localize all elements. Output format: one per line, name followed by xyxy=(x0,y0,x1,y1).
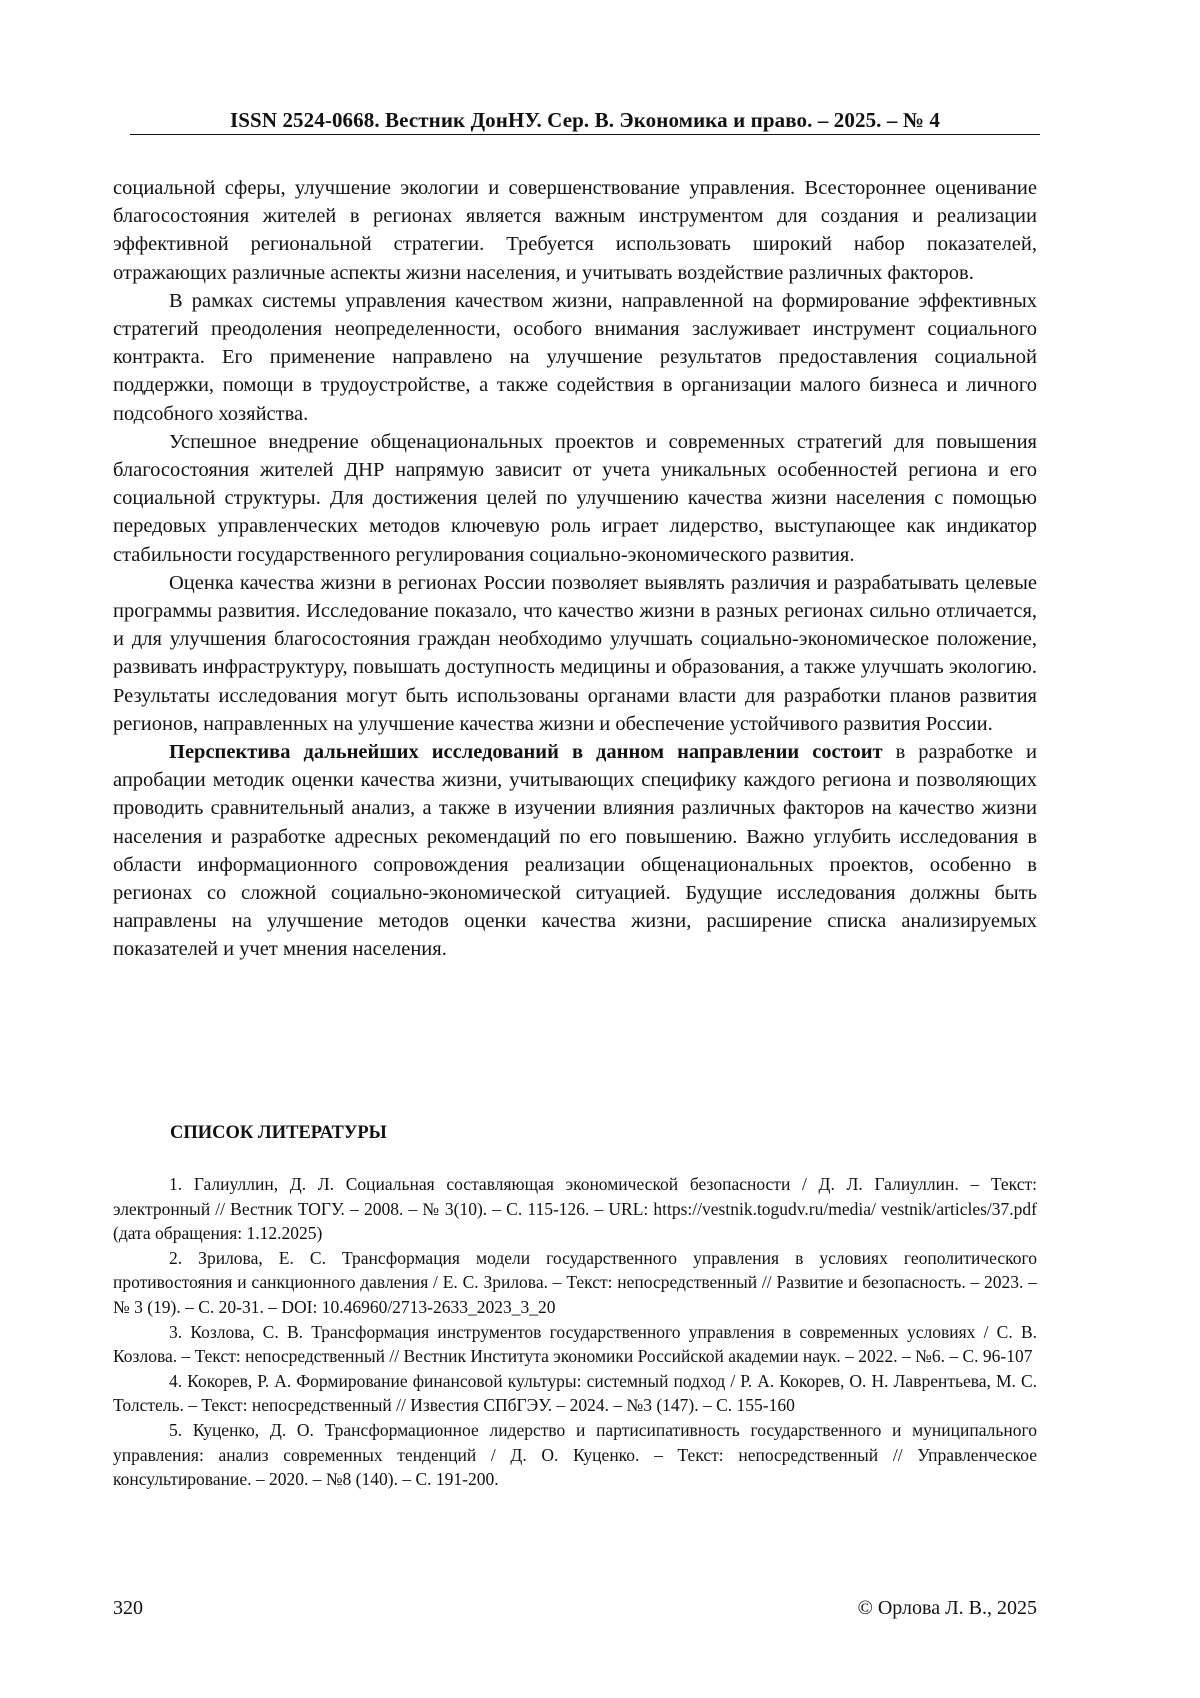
reference-item: 4. Кокорев, Р. А. Формирование финансовой культуры: системный подход / Р. А. Кокорев, О. Н. Лаврентьева, М. С. Толстель. – Текст: непосредственный // Известия СПбГЭУ. – 2024. – №3 (147). – С. 155-160 xyxy=(113,1370,1037,1416)
paragraph-3: Успешное внедрение общенациональных проектов и современных стратегий для повышения благосостояния жителей ДНР напрямую зависит от учета уникальных особенностей региона и его социальной структуры. Для достижения целей по улучшению качества жизни населения с помощью передовых управленческих методов ключевую роль играет лидерство, выступающее как индикатор стабильности государственного регулирования социально-экономического развития. xyxy=(113,430,1037,566)
reference-item: 5. Куценко, Д. О. Трансформационное лидерство и партисипативность государственного и муниципального управления: анализ современных тенденций / Д. О. Куценко. – Текст: непосредственный // Управленческое консультирование. – 2020. – №8 (140). – С. 191-200. xyxy=(113,1419,1037,1490)
reference-item: 3. Козлова, С. В. Трансформация инструментов государственного управления в современных условиях / С. В. Козлова. – Текст: непосредственный // Вестник Института экономики Российской академии наук. – 2022. – №6. – С. 96-107 xyxy=(113,1321,1037,1367)
paragraph-2: В рамках системы управления качеством жизни, направленной на формирование эффективных стратегий преодоления неопределенности, особого внимания заслуживает инструмент социального контракта. Его применение направлено на улучшение результатов предоставления социальной поддержки, помощи в трудоустройстве, а также содействия в организации малого бизнеса и личного подсобного хозяйства. xyxy=(113,289,1037,425)
reference-item: 2. Зрилова, Е. С. Трансформация модели государственного управления в условиях геополитического противостояния и санкционного давления / Е. С. Зрилова. – Текст: непосредственный // Развитие и безопасность. – 2023. – № 3 (19). – С. 20-31. – DOI: 10.46960/2713-2633_2023_3_20 xyxy=(113,1247,1037,1317)
paragraph-5-bold-lead: Перспектива дальнейших исследований в данном направлении состоит xyxy=(169,741,883,764)
paragraph-5-text: в разработке и апробации методик оценки качества жизни, учитывающих специфику каждого региона и позволяющих проводить сравнительный анализ, а также в изучении влияния различных факторов на качество жизни населения и разработке адресных рекомендаций по его повышению. Важно углубить исследования в области информационного сопровождения реализации общенациональных проектов, особенно в регионах со сложной социально-экономической ситуацией. Будущие исследования должны быть направлены на улучшение методов оценки качества жизни, расширение списка анализируемых показателей и учет мнения населения. xyxy=(113,741,1037,961)
references-heading: СПИСОК ЛИТЕРАТУРЫ xyxy=(170,1123,387,1143)
header-rule xyxy=(130,134,1040,135)
reference-item: 1. Галиуллин, Д. Л. Социальная составляющая экономической безопасности / Д. Л. Галиуллин. – Текст: электронный // Вестник ТОГУ. – 2008. – № 3(10). – С. 115-126. – URL: https://vestnik.togudv.ru/media/ vestnik/articles/37.pdf (дата обращения: 1.12.2025) xyxy=(113,1174,1037,1244)
copyright: © Орлова Л. В., 2025 xyxy=(857,1597,1037,1619)
references-list xyxy=(113,1172,1037,1492)
paragraph-4: Оценка качества жизни в регионах России позволяет выявлять различия и разрабатывать целевые программы развития. Исследование показало, что качество жизни в разных регионах сильно отличается, и для улучшения благосостояния граждан необходимо улучшать социально-экономическое положение, развивать инфраструктуру, повышать доступность медицины и образования, а также улучшать экологию. Результаты исследования могут быть использованы органами власти для разработки планов развития регионов, направленных на улучшение качества жизни и обеспечение устойчивого развития России. xyxy=(113,571,1037,735)
page-number: 320 xyxy=(113,1597,143,1619)
paragraph-5 xyxy=(113,738,1037,964)
paragraph-1: социальной сферы, улучшение экологии и совершенствование управления. Всестороннее оценивание благосостояния жителей в регионах является важным инструментом для создания и реализации эффективной региональной стратегии. Требуется использовать широкий набор показателей, отражающих различные аспекты жизни населения, и учитывать воздействие различных факторов. xyxy=(113,177,1037,284)
running-header: ISSN 2524-0668. Вестник ДонНУ. Сер. В. Экономика и право. – 2025. – № 4 xyxy=(230,108,940,132)
body-text xyxy=(113,174,1037,964)
